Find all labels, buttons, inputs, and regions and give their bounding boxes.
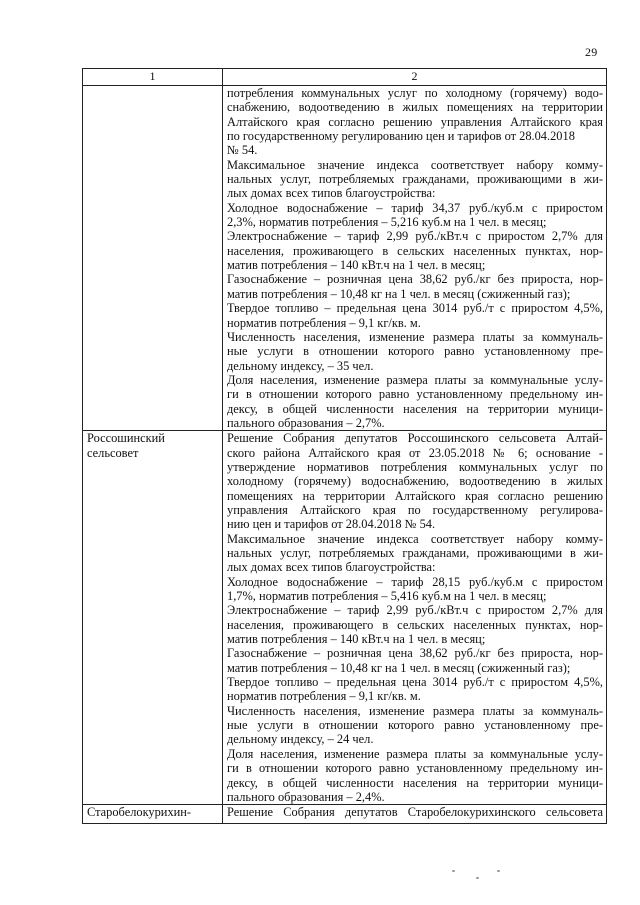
text-line: матив потребления – 140 кВт.ч на 1 чел. в месяц; xyxy=(227,632,486,647)
page-number: 29 xyxy=(585,45,598,59)
tariff-table xyxy=(82,68,607,824)
text-line: Доля населения, изменение размера платы за коммунальные услу- xyxy=(227,372,603,387)
scan-speck xyxy=(476,877,479,879)
text-line: Твердое топливо – предельная цена 3014 руб./т с приростом 4,5%, xyxy=(227,675,603,690)
text-line: Электроснабжение – тариф 2,99 руб./кВт.ч с приростом 2,7% для xyxy=(227,603,603,618)
text-line: норматив потребления – 9,1 кг/кв. м. xyxy=(227,689,421,704)
text-line: ные услуги в отношении которого равно установленному пре- xyxy=(227,718,603,733)
text-line: матив потребления – 10,48 кг на 1 чел. в месяц (сжиженный газ); xyxy=(227,286,571,301)
text-line: нальных услуг, потребляемых гражданами, проживающими в жи- xyxy=(227,172,603,187)
municipality-name: Россошинский xyxy=(87,431,165,446)
table-header-row xyxy=(83,69,607,86)
text-line: Численность населения, изменение размера платы за коммуналь- xyxy=(227,329,603,344)
text-line: ные услуги в отношении которого равно установленному пре- xyxy=(227,344,603,359)
description-cell xyxy=(223,86,607,431)
text-line: Доля населения, изменение размера платы за коммунальные услу- xyxy=(227,746,603,761)
text-line: потребления коммунальных услуг по холодному (горячему) водо- xyxy=(227,86,603,100)
text-line: Твердое топливо – предельная цена 3014 руб./т с приростом 4,5%, xyxy=(227,301,603,316)
text-line: дельному индексу, – 24 чел. xyxy=(227,732,374,747)
table-row xyxy=(83,431,607,805)
text-line: лых домах всех типов благоустройства: xyxy=(227,186,436,201)
text-line: Численность населения, изменение размера платы за коммуналь- xyxy=(227,703,603,718)
text-line: Решение Собрания депутатов Старобелокурихинского сельсовета xyxy=(227,805,603,820)
text-line: лых домах всех типов благоустройства: xyxy=(227,560,436,575)
municipality-cell xyxy=(83,805,223,824)
description-cell xyxy=(223,805,607,824)
scan-speck xyxy=(452,870,455,872)
text-line: Холодное водоснабжение – тариф 34,37 руб./куб.м с приростом xyxy=(227,200,603,215)
text-line: ги в отношении которого равно установленному предельному ин- xyxy=(227,387,603,402)
table-row xyxy=(83,86,607,431)
municipality-cell xyxy=(83,86,223,431)
text-line: помещениях на территории Алтайского края согласно решению xyxy=(227,488,603,503)
text-line: ги в отношении которого равно установленному предельному ин- xyxy=(227,761,603,776)
municipality-name: сельсовет xyxy=(87,445,139,460)
column-header-2: 2 xyxy=(223,69,607,86)
text-line: матив потребления – 140 кВт.ч на 1 чел. в месяц; xyxy=(227,258,486,273)
text-line: по государственному регулированию цен и тарифов от 28.04.2018 xyxy=(227,129,575,144)
text-line: снабжению, водоотведению в жилых помещениях на территории xyxy=(227,100,603,115)
text-line: нию цен и тарифов от 28.04.2018 № 54. xyxy=(227,517,436,532)
text-line: дельному индексу, – 35 чел. xyxy=(227,358,374,373)
text-line: Газоснабжение – розничная цена 38,62 руб./кг без прироста, нор- xyxy=(227,272,603,287)
text-line: дексу, в общей численности населения на территории муници- xyxy=(227,401,603,416)
text-line: пального образования – 2,4%. xyxy=(227,789,385,804)
text-line: Алтайского края согласно решению управления Алтайского края xyxy=(227,114,603,129)
text-line: матив потребления – 10,48 кг на 1 чел. в месяц (сжиженный газ); xyxy=(227,660,571,675)
text-line: Электроснабжение – тариф 2,99 руб./кВт.ч с приростом 2,7% для xyxy=(227,229,603,244)
scan-speck xyxy=(497,870,500,872)
text-line: управления Алтайского края по государственному регулирова- xyxy=(227,502,603,517)
column-header-1: 1 xyxy=(83,69,223,86)
text-line: норматив потребления – 9,1 кг/кв. м. xyxy=(227,315,421,330)
text-line: пального образования – 2,7%. xyxy=(227,415,385,430)
text-line: 2,3%, норматив потребления – 5,216 куб.м на 1 чел. в месяц; xyxy=(227,215,547,230)
description-cell xyxy=(223,431,607,805)
text-line: Газоснабжение – розничная цена 38,62 руб./кг без прироста, нор- xyxy=(227,646,603,661)
text-line: нальных услуг, потребляемых гражданами, проживающими в жи- xyxy=(227,546,603,560)
text-line: населения, проживающего в сельских населенных пунктах, нор- xyxy=(227,243,603,258)
text-line: Холодное водоснабжение – тариф 28,15 руб./куб.м с приростом xyxy=(227,574,603,589)
text-line: населения, проживающего в сельских населенных пунктах, нор- xyxy=(227,617,603,632)
text-line: Решение Собрания депутатов Россошинского сельсовета Алтай- xyxy=(227,431,603,446)
table-row xyxy=(83,805,607,824)
text-line: дексу, в общей численности населения на территории муници- xyxy=(227,775,603,790)
municipality-name: Старобелокурихин- xyxy=(87,805,192,820)
text-line: холодному (горячему) водоснабжению, водоотведению в жилых xyxy=(227,474,603,489)
text-line: Максимальное значение индекса соответствует набору комму- xyxy=(227,157,603,172)
text-line: Максимальное значение индекса соответствует набору комму- xyxy=(227,531,603,546)
text-line: ского района Алтайского края от 23.05.2018 № 6; основание - xyxy=(227,445,603,460)
text-line: 1,7%, норматив потребления – 5,416 куб.м на 1 чел. в месяц; xyxy=(227,589,547,604)
text-line: № 54. xyxy=(227,143,258,158)
municipality-cell xyxy=(83,431,223,805)
text-line: утверждение нормативов потребления коммунальных услуг по xyxy=(227,459,603,474)
